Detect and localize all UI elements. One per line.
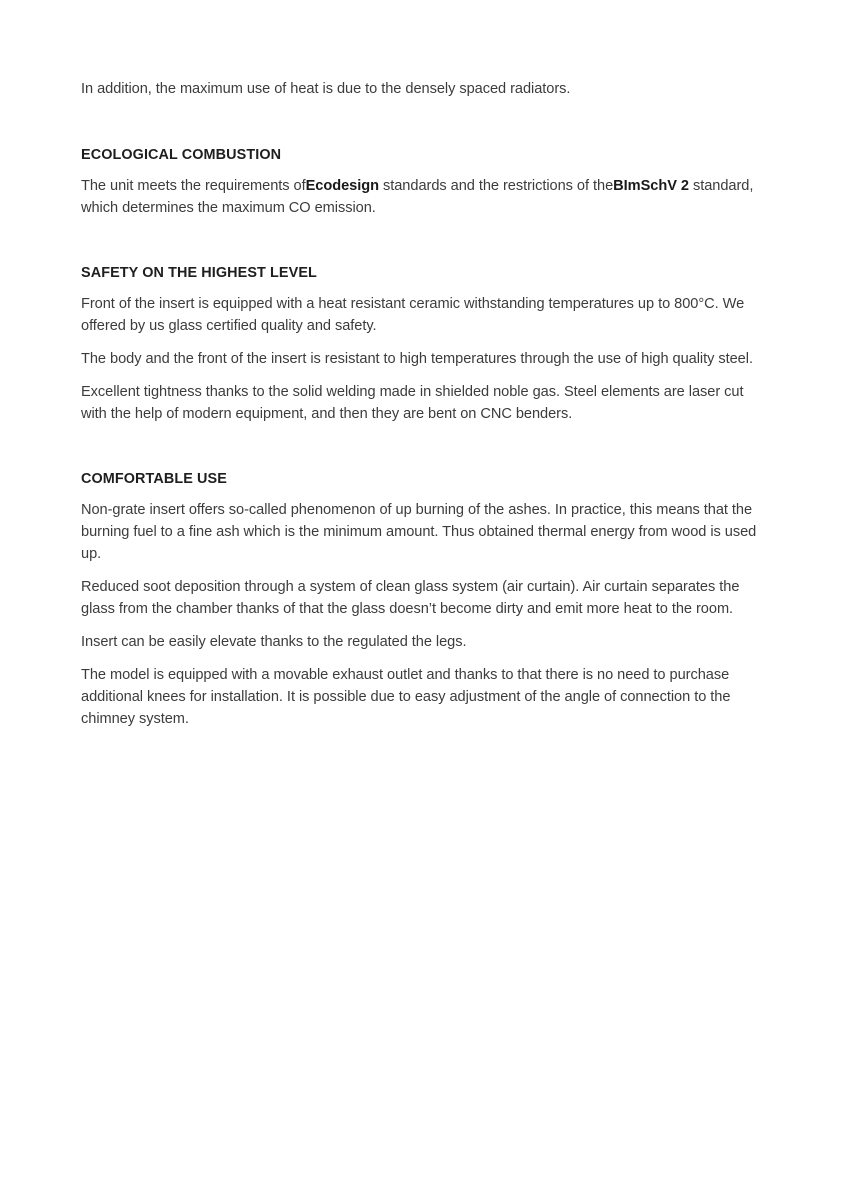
- section-paragraph: The model is equipped with a movable exhaust outlet and thanks to that there is no need to purchase additional knees for installation. It is possible due to easy adjustment of the angle of connection to the chimney system.: [81, 667, 731, 727]
- bimschv-term: BImSchV 2: [613, 178, 689, 194]
- text-run: standards and the restrictions of the: [378, 178, 614, 194]
- section-paragraph: The body and the front of the insert is resistant to high temperatures through the use of high quality steel.: [81, 351, 753, 367]
- intro-paragraph: In addition, the maximum use of heat is due to the densely spaced radiators.: [81, 81, 571, 97]
- section-paragraph: Non-grate insert offers so-called phenomenon of up burning of the ashes. In practice, this means that the burning fuel to a fine ash which is the minimum amount. Thus obtained thermal energy from wood is used up.: [81, 502, 757, 562]
- section-heading: COMFORTABLE USE: [81, 471, 227, 487]
- document-page: [81, 78, 771, 774]
- text-run: The unit meets the requirements of: [81, 178, 306, 194]
- section-heading: ECOLOGICAL COMBUSTION: [81, 147, 282, 163]
- section-paragraph: Excellent tightness thanks to the solid welding made in shielded noble gas. Steel elements are laser cut with the help of modern equipment, and then they are bent on CNC benders.: [81, 384, 744, 422]
- section-ecological-combustion: [81, 145, 771, 219]
- section-comfortable-use: [81, 469, 771, 730]
- section-paragraph: Front of the insert is equipped with a heat resistant ceramic withstanding temperatures up to 800°C. We offered by us glass certified quality and safety.: [81, 296, 745, 334]
- section-paragraph: [81, 175, 771, 219]
- section-heading: SAFETY ON THE HIGHEST LEVEL: [81, 265, 317, 281]
- section-paragraph: Insert can be easily elevate thanks to the regulated the legs.: [81, 634, 467, 650]
- text-run: standard, which determines the maximum CO emission.: [81, 178, 754, 216]
- section-safety: [81, 263, 771, 425]
- section-paragraph: Reduced soot deposition through a system of clean glass system (air curtain). Air curtain separates the glass from the chamber thanks of that the glass doesn’t become dirty and emit more heat to the room.: [81, 579, 740, 617]
- ecodesign-term: Ecodesign: [305, 178, 379, 194]
